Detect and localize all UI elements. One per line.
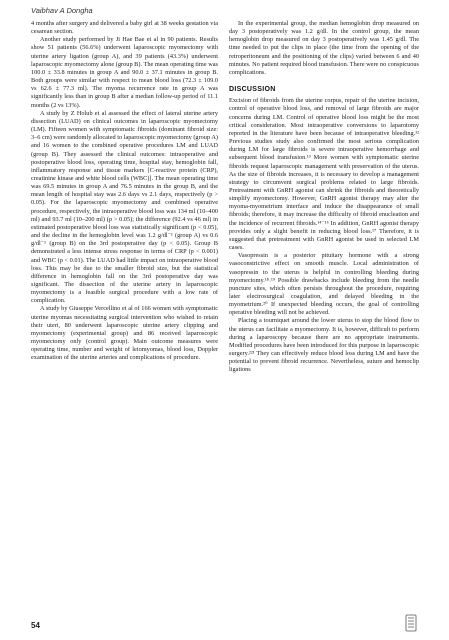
paragraph: 4 months after surgery and delivered a baby girl at 38 weeks gestation via cesarean section. <box>31 20 218 36</box>
paragraph: Placing a tourniquet around the lower uterus to stop the blood flow to the uterus can facilitate a myomectomy. It is, however, difficult to perform during a laparoscopy because there are no appropriate instruments. Modified procedures have been introduced for this purpose in laparoscopic surgery.²²¹ They can effectively reduce blood loss during LM and have the potential to prevent fibroid recurrence. Nevertheless, suture and hemoclip ligations <box>229 317 419 374</box>
running-header-author: Vaibhav A Dongha <box>31 6 93 15</box>
left-column <box>31 20 218 363</box>
paragraph: In the experimental group, the median hemoglobin drop measured on day 3 postoperatively was 1.2 g/dl. In the control group, the mean hemoglobin drop measured on day 3 postoperatively was 1.45 g/dl. The time needed to put the clips in place (the time from the opening of the retroperitoneum and the positioning of the clips) varied between 6 and 40 minutes. No patient required blood transfusion. There were no conspicuous complications. <box>229 20 419 76</box>
section-heading-discussion: DISCUSSION <box>229 86 276 94</box>
paragraph: Excision of fibroids from the uterine corpus, repair of the uterine incision, control of operative blood loss, and removal of large fibroids are major concerns during LM. Control of operative blood loss might be the most critical consideration. Most intraoperative conversions to laparotomy reported in the literature have been because of intraoperative bleeding.¹² Previous studies study also confirmed the most serious complication during LM for large fibroids is severe intraoperative hemorrhage and subsequent blood transfusion.¹³ More women with symptomatic uterine fibroids request laparoscopic management with preservation of the uterus. As the size of fibroids increases, it is necessary to develop a management strategy to circumvent surgical problems related to large fibroids. Pretreatment with GnRH agonist can shrink the fibroids and theoretically simplify myomectomy. However, GnRH agonist therapy may alter the myoma-myometrium interface and induce the disappearance of small fibroids; therefore, it may increase the difficulty of fibroid enucleation and the incidence of recurrent fibroids.¹⁴⁻¹⁶ In addition, GnRH agonist therapy provides only a slight benefit in reducing blood loss.¹⁷ Therefore, it is suggested that pretreatment with GnRH agonist be used in selected LM cases. <box>229 97 419 252</box>
paragraph: A study by Z Holub et al assessed the effect of lateral uterine artery dissection (LUAD) on clinical outcomes in laparoscopic myomectomy (LM). Fifteen women with symptomatic fibroids (dominant fibroid size: 3–6 cm) were randomly allocated to laparoscopic myomectomy (group A) and 16 women to the combined operative procedures LM and LUAD (group B). They assessed the clinical outcomes: intraoperative and postoperative blood loss, operating time, hospital stay, hemoglobin fall, inflammatory response and tissue markers [C-reactive protein (CRP), creatinine kinase and white blood cells (WBC)]. The mean operating time was 69.5 minutes in group A and 76.5 minutes in the group B, and the mean length of hospital stay was 2.6 days vs 2.1 days, respectively (p > 0.05). For the laparoscopic myomectomy and combined operative procedure, respectively, the intraoperative blood loss was 134 ml (10–400 ml) and 93.7 ml (10–200 ml) (p > 0.05); the difference (92.4 vs 46 ml) in estimated postoperative blood loss was statistically significant (p < 0.05), and the decline in the hemoglobin level was 1.2 g/dl⁻¹ (group A) vs 0.6 g/dl⁻¹ (group B) on the 3rd postoperative day (p < 0.05). Group B demonstrated a less intense stress response in terms of CRP (p < 0.001) and WBC (p < 0.01). The LUAD had little impact on intraoperative blood loss. This may be due to the smaller fibroid size, but the statistical difference in hemoglobin fall on the 3rd postoperative day was significant. The dissection of the uterine artery in laparoscopic myomectomy is a feasible surgical procedure with a low rate of complication. <box>31 109 218 305</box>
page-number: 54 <box>31 621 40 630</box>
publisher-logo-icon <box>405 614 417 632</box>
paragraph: Another study performed by Ji Hae Bae et al in 90 patients. Results show 51 patients (56.6%) underwent laparoscopic myomectomy with uterine artery ligation (group A), and 39 patients (43.3%) underwent laparoscopic myomectomy alone (group B). The mean operating time was 100.0 ± 33.8 minutes in group A and 90.0 ± 37.1 minutes in group B. Both groups were similar with respect to mean blood loss (72.3 ± 109.0 vs 62.6 ± 77.3 ml). The myoma recurrence rate in group A was significantly less than in group B after a median follow-up period of 11.1 months (2 vs 13%). <box>31 36 218 109</box>
paragraph: A study by Giuseppe Vercellino et al of 166 women with symptomatic uterine myomas necessitating surgical intervention who wished to retain their uteri, 80 underwent laparoscopic uterine artery clipping and myomectomy (experimental group) and 86 received laparoscopic myomectomy only (control group). Main outcome measures were operating time, number and weight of leiomyomas, blood loss, Doppler examination of the uterine arteries and complications of procedure. <box>31 305 218 362</box>
right-column <box>229 20 419 375</box>
paragraph: Vasopressin is a posterior pituitary hormone with a strong vasoconstrictive effect on smooth muscle. Local administration of vasopressin to the uterus is helpful in controlling bleeding during myomectomy.¹⁸˒¹⁹ Possible drawbacks include bleeding from the needle puncture sites, which often persists throughout the procedure, requiring later electrosurgical coagulation, and delayed bleeding in the myometrium.²⁰ If unexpected bleeding occurs, the goal of controlling operative bleeding will not be achieved. <box>229 252 419 317</box>
